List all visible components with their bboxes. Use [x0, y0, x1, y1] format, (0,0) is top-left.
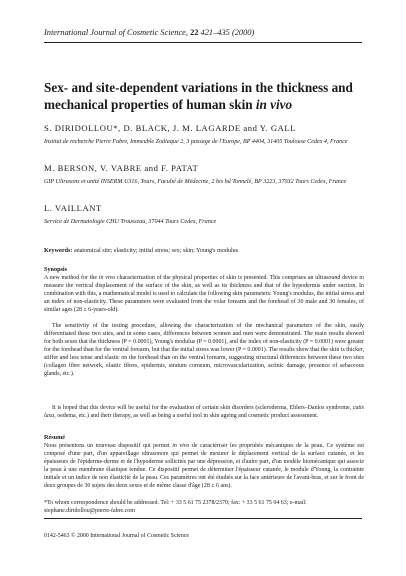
synopsis-heading: Synopsis: [44, 266, 68, 273]
synopsis-paragraph-1: [44, 275, 364, 315]
synopsis-p2-text: The sensitivity of the testing procedure, allowing the characterization of the mechanical parameters of the skin, easily differentiated these two sites, and in some cases, differences between women and men were demonstrated. The main results showed for both sexes that the thickness (P = 0.0001), Young's modulus (P = 0.0001), and the index of non-elasticity (P = 0.0001) were greater for the forehead than for the ventral forearm, but that the initial stress was lower (P = 0.0001). The results show that the skin is thicker, stiffer and less tense and elastic on the forehead than on the ventral forearm, suggesting structural differences between these two sites (collagen fibre network, elastic fibres, epidermis, stratum corneum, microvascularization, actinic damage, presence of sebaceous glands, etc.).: [44, 323, 364, 377]
journal-citation: [44, 28, 254, 37]
author-list-1: S. DIRIDOLLOU*, D. BLACK, J. M. LAGARDE and Y. GALL: [44, 123, 296, 133]
journal-pages: 421–435 (2000): [198, 28, 255, 37]
resume-p1-text-b: de caractériser les propriétés mécaniques de la peau. Ce système est composé d'une part, d'un appareillage ultrasonore qui permet de mesurer le déplacement vertical de la surface cutanée, et les épaisseurs de l'épiderme-derme et de l'hypoderme sollicités par une dépression, et d'autre part, d'un modèle biomécanique qui associe la peau à une membrane élastique tendue. Ce dispositif permet de déterminer l'épaisseur cutanée, le module d'Young, la contrainte initiale et un indice de non élasticité de la peau. Ces paramètres ont été étudiés sur la face antérieure de l'avant-bras, et sur le front de deux groupes de 30 sujets des deux sexes et de même classe d'âge (28 ± 6 ans).: [44, 443, 364, 489]
journal-separator: ,: [185, 28, 191, 37]
journal-volume: 22: [190, 28, 199, 37]
synopsis-p1-text-a: A new method for the: [44, 275, 99, 281]
affiliation-3: Service de Dermatologie CHU Trousseau, 37044 Tours Cedex, France: [44, 219, 217, 225]
correspondence-footnote: *To whom correspondence should be addressed. Tel: + 33 5 61 75 2378/2370; fax: + 33 5 61 75 04 63; e-mail: stephane.diridollou@pierre-fabre.com: [44, 500, 307, 514]
affiliation-2: GIP Ultrasons et unité INSERM U316, Tours, Faculté de Médecine, 2 bis bd Tonnelé, BP 3223, 37032 Tours Cedex, France: [44, 179, 347, 185]
synopsis-paragraph-2: [44, 323, 364, 379]
synopsis-p3-text-a: It is hoped that this device will be useful for the evaluation of certain skin disorders (scleroderma, Ehlers–Danlos syndrome,: [52, 405, 353, 411]
synopsis-p3-text-b: , oedema, etc.) and their therapy, as well as being a useful tool in skin ageing and cosmetic product assessment.: [54, 412, 319, 419]
synopsis-p1-italic: in vivo: [98, 275, 116, 281]
keywords-text: anatomical site; elasticity; initial stress; sex; skin; Young's modulus: [72, 248, 239, 254]
synopsis-p1-text-b: characterization of the physical properties of skin is presented. This comprises an ultrasound device to measure the vertical displacement of the surface of the skin, as well as its thickness and that of the hypodermis under suction. In combination with this, a mathematical model is used to calculate the following skin parameters: Young's modulus, the initial stress and an index of non-elasticity. These parameters were evaluated from the volar forearm and the forehead of 30 male and 30 females, of similar ages (28 ± 6-years-old).: [44, 275, 364, 313]
header-rule: [44, 42, 362, 43]
author-list-2: M. BERSON, V. VABRE and F. PATAT: [44, 163, 199, 173]
keywords: [44, 247, 366, 255]
journal-name: International Journal of Cosmetic Science: [44, 28, 186, 37]
resume-heading: Résumé: [44, 434, 65, 441]
synopsis-p3-italic: cutis laxa: [44, 405, 364, 419]
resume-paragraph-1: [44, 443, 364, 491]
title-italic: in vivo: [255, 97, 293, 112]
footer-rule: [44, 518, 362, 519]
synopsis-paragraph-3: [44, 405, 364, 421]
author-list-3: L. VAILLANT: [44, 203, 102, 213]
title-main: Sex- and site-dependent variations in the thickness and mechanical properties of human skin: [44, 80, 353, 112]
resume-p1-text-a: Nous présentons un nouveau dispositif qui permet: [44, 443, 173, 449]
keywords-label: Keywords:: [44, 248, 73, 254]
copyright-footer: 0142-5463 © 2000 International Journal of Cosmetic Science: [44, 533, 189, 539]
resume-p1-italic: in vivo: [172, 443, 190, 449]
affiliation-1: Institut de recherche Pierre Fabre, Immeuble Zodiaque 2, 3 passage de l'Europe, BP 4404, 31405 Toulouse Cedex 4, France: [44, 139, 348, 145]
paper-title: [44, 79, 364, 113]
